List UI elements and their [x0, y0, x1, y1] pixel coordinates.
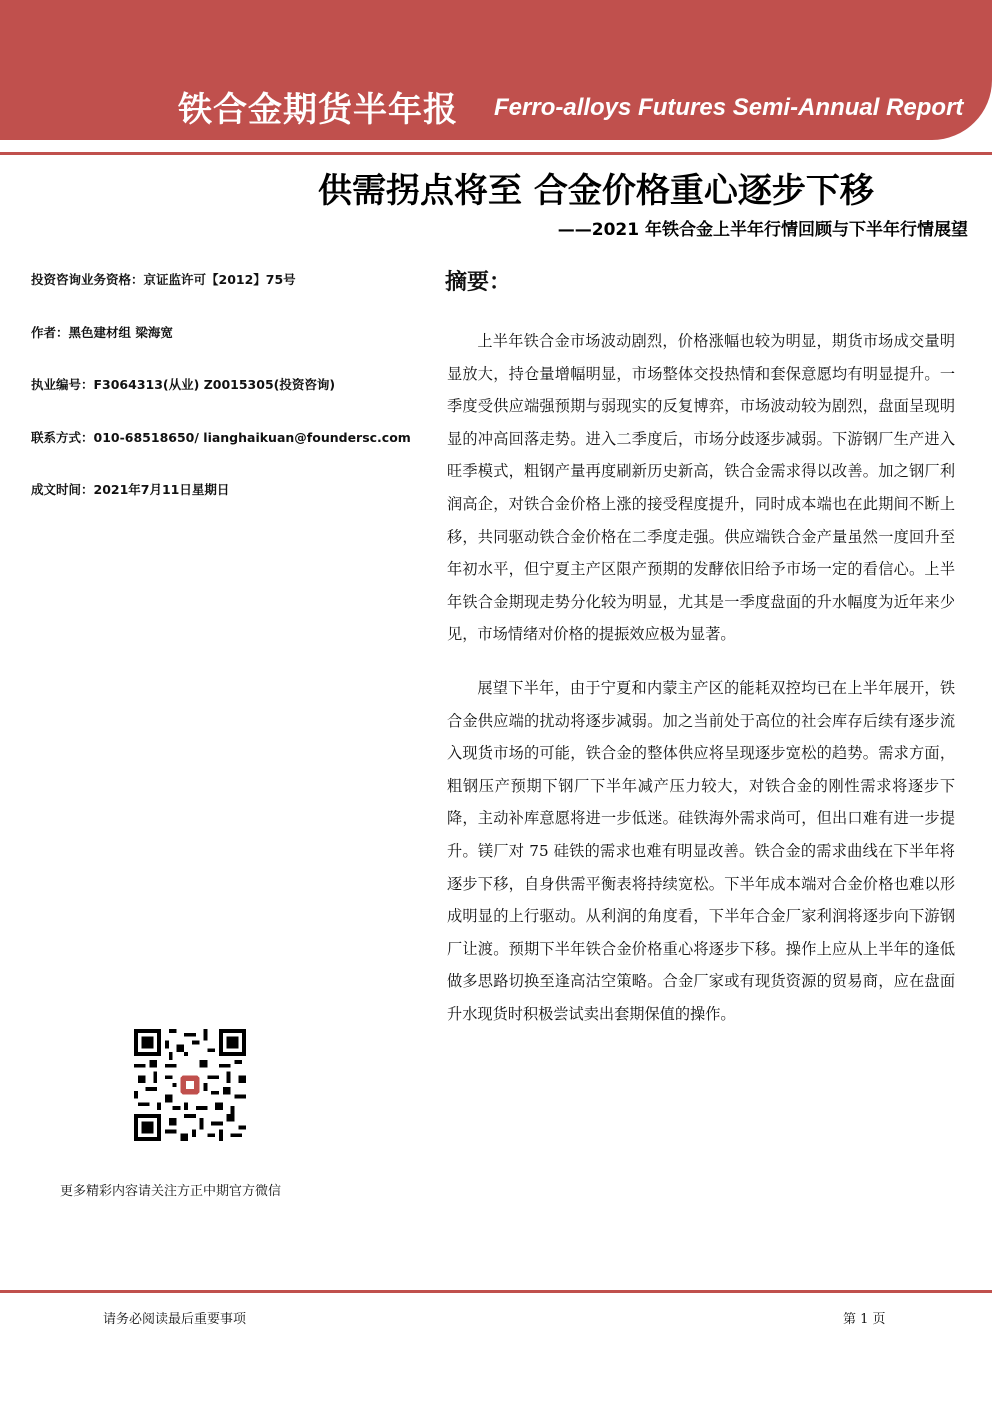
- footer-divider: [0, 1290, 992, 1293]
- header-divider: [0, 152, 992, 155]
- footer-notice: 请务必阅读最后重要事项: [103, 1312, 247, 1327]
- report-series-title-en: Ferro-alloys Futures Semi-Annual Report: [494, 94, 964, 121]
- abstract-body: [447, 325, 955, 1030]
- abstract-heading: 摘要：: [445, 270, 512, 295]
- abstract-paragraph: 展望下半年，由于宁夏和内蒙主产区的能耗双控均已在上半年展开，铁合金供应端的扰动将逐步减弱。加之当前处于高位的社会库存后续有逐步流入现货市场的可能，铁合金的整体供应将呈现逐步宽松的趋势。需求方面，粗钢压产预期下钢厂下半年减产压力较大，对铁合金的刚性需求将逐步下降，主动补库意愿将进一步低迷。硅铁海外需求尚可，但出口难有进一步提升。镁厂对 75 硅铁的需求也难有明显改善。铁合金的需求曲线在下半年将逐步下移，自身供需平衡表将持续宽松。下半年成本端对合金价格也难以形成明显的上行驱动。从利润的角度看，下半年合金厂家利润将逐步向下游钢厂让渡。预期下半年铁合金价格重心将逐步下移。操作上应从上半年的逢低做多思路切换至逢高沽空策略。合金厂家或有现货资源的贸易商，应在盘面升水现货时积极尝试卖出套期保值的操作。: [447, 678, 955, 1023]
- contact-info: 联系方式：010-68518650/ lianghaikuan@foundersc.com: [31, 429, 411, 445]
- report-subtitle: ——2021 年铁合金上半年行情回顾与下半年行情展望: [557, 220, 968, 240]
- abstract-paragraph: 上半年铁合金市场波动剧烈，价格涨幅也较为明显，期货市场成交量明显放大，持仓量增幅明显，市场整体交投热情和套保意愿均有明显提升。一季度受供应端强预期与弱现实的反复博弈，市场波动较为剧烈，盘面呈现明显的冲高回落走势。进入二季度后，市场分歧逐步减弱。下游钢厂生产进入旺季模式，粗钢产量再度刷新历史新高，铁合金需求得以改善。加之钢厂利润高企，对铁合金价格上涨的接受程度提升，同时成本端也在此期间不断上移，共同驱动铁合金价格在二季度走强。供应端铁合金产量虽然一度回升至年初水平，但宁夏主产区限产预期的发酵依旧给予市场一定的看信心。上半年铁合金期现走势分化较为明显，尤其是一季度盘面的升水幅度为近年来少见，市场情绪对价格的提振效应极为显著。: [447, 332, 955, 644]
- author-info: [31, 270, 421, 533]
- page-number: 第 1 页: [843, 1312, 886, 1327]
- qr-caption: 更多精彩内容请关注方正中期官方微信: [60, 1184, 282, 1199]
- license-number: 执业编号：F3064313(从业) Z0015305(投资咨询): [31, 377, 336, 392]
- publish-date: 成文时间：2021年7月11日星期日: [31, 482, 230, 497]
- license-info: 投资咨询业务资格：京证监许可【2012】75号: [31, 272, 296, 287]
- report-title: 供需拐点将至 合金价格重心逐步下移: [318, 171, 874, 211]
- author-name: 作者：黑色建材组 梁海宽: [31, 324, 173, 340]
- report-series-title-cn: 铁合金期货半年报: [178, 90, 458, 130]
- qr-code-icon[interactable]: [134, 1029, 246, 1141]
